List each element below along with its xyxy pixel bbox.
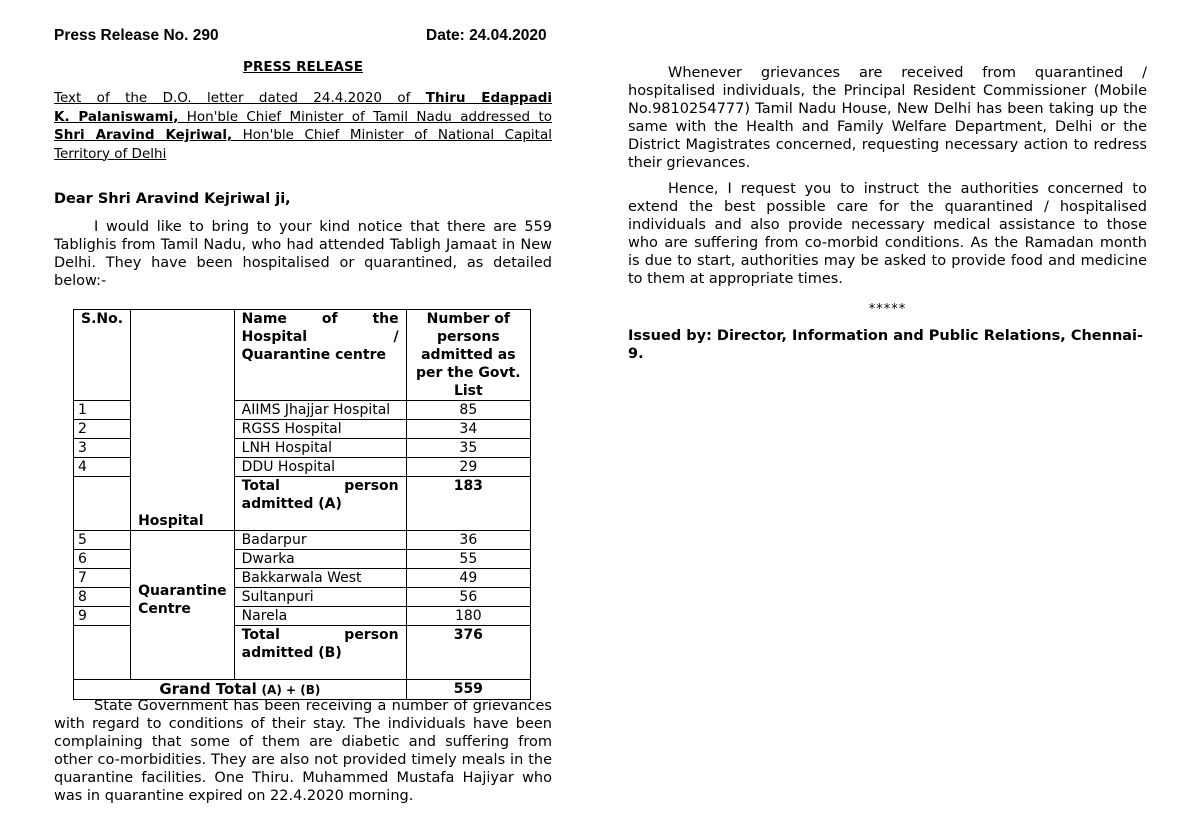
left-column [54,58,552,290]
empty-cell [74,626,131,680]
intro-line2-b: Hon'ble Chief Minister of Tamil Nadu addressed to [178,108,552,125]
table-header-row [74,310,531,401]
release-date: Date: 24.04.2020 [426,27,547,44]
header-number: Number of persons admitted as per the Govt. List [406,310,530,401]
row-name: Dwarka [234,550,406,569]
row-count: 56 [406,588,530,607]
admissions-table [73,309,531,700]
quarantine-group-label: Quarantine Centre [131,531,235,680]
intro-line2-a: K. Palaniswami, [54,108,179,125]
stars-separator: ***** [868,302,907,317]
intro-line3-a: Shri Aravind Kejriwal, [54,127,233,143]
paragraph-4: Hence, I request you to instruct the authorities concerned to extend the best possible care for the quarantined / hospitalised individuals and also provide necessary medical assistance to those who are suffering from co-morbid conditions. As the Ramadan month is due to start, authorities may be asked to provide food and medicine to them at appropriate times. [628,181,1147,287]
header-name: Name of the Hospital / Quarantine centre [234,310,406,401]
row-count: 35 [406,439,530,458]
grand-total-suffix: (A) + (B) [261,683,321,697]
right-column [628,64,1147,363]
total-a-label: Total person admitted (A) [234,477,406,531]
salutation: Dear Shri Aravind Kejriwal ji, [54,191,291,207]
row-sno: 9 [74,607,131,626]
paragraph-3: Whenever grievances are received from quarantined / hospitalised individuals, the Principal Resident Commissioner (Mobile No.9810254777) Tamil Nadu House, New Delhi has been taking up the same with the Health and Family Welfare Department, Delhi or the District Magistrates concerned, requesting necessary action to redress their grievances. [628,65,1147,171]
paragraph-1: I would like to bring to your kind notice that there are 559 Tablighis from Tamil Nadu, who had attended Tabligh Jamaat in New Delhi. They have been hospitalised or quarantined, as detailed below:- [54,219,552,289]
row-count: 85 [406,401,530,420]
row-count: 180 [406,607,530,626]
header-sno: S.No. [74,310,131,401]
intro-line3-b: Hon'ble Chief Minister of National Capital [232,127,552,143]
total-b-label: Total person admitted (B) [234,626,406,680]
row-count: 36 [406,531,530,550]
row-sno: 3 [74,439,131,458]
row-sno: 7 [74,569,131,588]
row-name: DDU Hospital [234,458,406,477]
total-b-value: 376 [406,626,530,680]
document-title: PRESS RELEASE [243,59,363,75]
row-name: Bakkarwala West [234,569,406,588]
row-count: 55 [406,550,530,569]
row-sno: 6 [74,550,131,569]
intro-line1-a: Text of the D.O. letter dated 24.4.2020 of [54,90,426,106]
empty-cell [74,477,131,531]
total-a-value: 183 [406,477,530,531]
row-sno: 4 [74,458,131,477]
intro-block [54,89,552,163]
paragraph-2: State Government has been receiving a number of grievances with regard to conditions of their stay. The individuals have been complaining that some of them are diabetic and suffering from other co-morbidities. They are also not provided timely meals in the quarantine facilities. One Thiru. Muhammed Mustafa Hajiyar who was in quarantine expired on 22.4.2020 morning. [54,698,552,804]
row-count: 34 [406,420,530,439]
intro-line4: Territory of Delhi [54,145,167,162]
row-name: Narela [234,607,406,626]
row-name: AIIMS Jhajjar Hospital [234,401,406,420]
row-sno: 5 [74,531,131,550]
row-count: 49 [406,569,530,588]
issued-by: Issued by: Director, Information and Public Relations, Chennai-9. [628,328,1144,362]
row-sno: 1 [74,401,131,420]
left-bottom-section [54,697,552,805]
row-name: RGSS Hospital [234,420,406,439]
row-name: Sultanpuri [234,588,406,607]
row-sno: 8 [74,588,131,607]
grand-total-label: Grand Total [159,680,257,698]
intro-line1-b: Thiru Edappadi [425,90,552,106]
row-name: Badarpur [234,531,406,550]
grand-total-value: 559 [406,680,530,700]
press-release-number: Press Release No. 290 [54,27,219,44]
row-name: LNH Hospital [234,439,406,458]
table-row [74,531,531,550]
row-sno: 2 [74,420,131,439]
row-count: 29 [406,458,530,477]
hospital-group-label: Hospital [131,310,235,531]
